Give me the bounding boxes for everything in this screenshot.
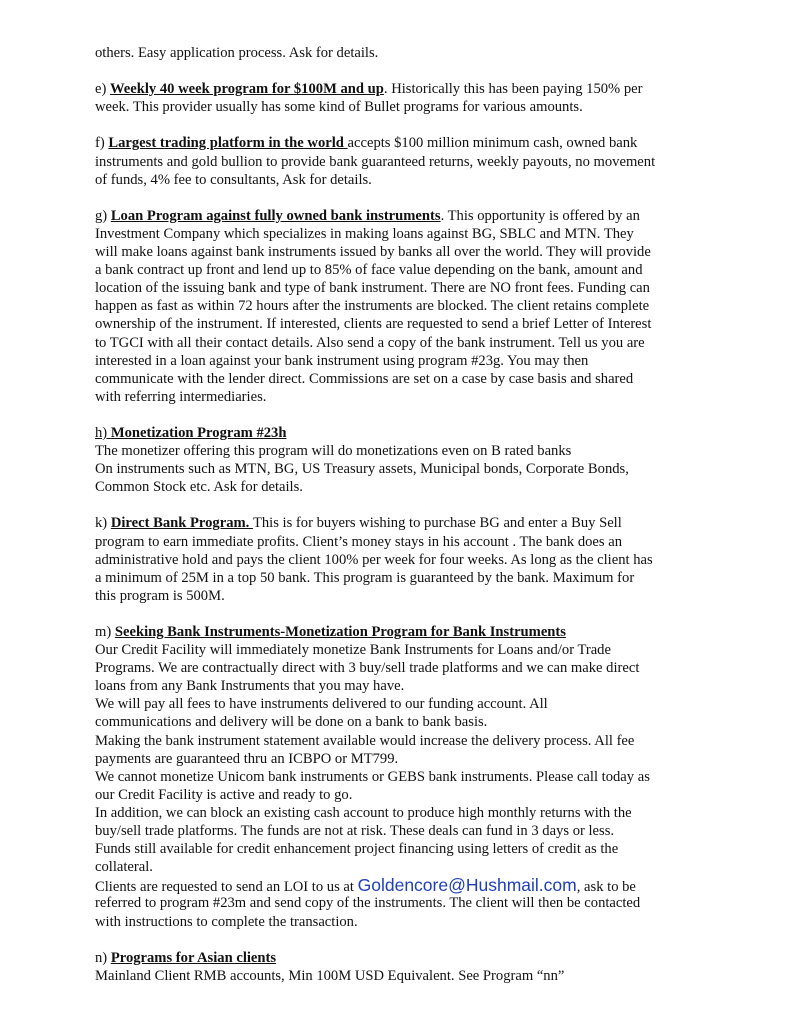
paragraph-gap <box>95 406 710 424</box>
item-k-line-1 <box>95 514 710 532</box>
item-m-line: Making the bank instrument statement available would increase the delivery process. All fee <box>95 732 635 749</box>
item-h-title: Monetization Program #23h <box>110 424 287 441</box>
intro-line: others. Easy application process. Ask for details. <box>95 45 379 61</box>
item-h-line: Common Stock etc. Ask for details. <box>95 479 303 496</box>
item-f-title: Largest trading platform in the world <box>108 135 348 152</box>
item-n-prefix: n) <box>95 949 111 966</box>
item-g-line: ownership of the instrument. If interested, clients are requested to send a brief Letter of Interest <box>95 316 652 333</box>
item-f-text: accepts $100 million minimum cash, owned bank <box>347 135 638 152</box>
item-n-line-2: Mainland Client RMB accounts, Min 100M USD Equivalent. See Program “nn” <box>95 967 565 984</box>
paragraph-gap <box>95 605 710 623</box>
item-m-title: Seeking Bank Instruments-Monetization Program for Bank Instruments <box>114 624 566 640</box>
item-m-line: collateral. <box>95 859 153 876</box>
item-g-line: interested in a loan against your bank instrument using program #23g. You may then <box>95 352 589 369</box>
item-e-prefix: e) <box>95 81 110 98</box>
item-m-line: We will pay all fees to have instruments delivered to our funding account. All <box>95 696 548 713</box>
item-m-line: Programs. We are contractually direct with 3 buy/sell trade platforms and we can make direct <box>95 660 640 677</box>
item-m-line: payments are guaranteed thru an ICBPO or MT799. <box>95 750 399 767</box>
item-g-line: will make loans against bank instruments issued by banks all over the world. They will provide <box>95 244 651 261</box>
item-g-title: Loan Program against fully owned bank instruments <box>110 207 441 224</box>
item-m-email-line <box>95 876 710 894</box>
item-k-line: program to earn immediate profits. Client’s money stays in his account . The bank does an <box>95 533 623 550</box>
item-n-title: Programs for Asian clients <box>110 949 277 966</box>
item-g-line: a bank contract up front and lend up to 85% of face value depending on the bank, amount and <box>95 262 643 279</box>
item-m-line: Funds still available for credit enhancement project financing using letters of credit as the <box>95 841 619 858</box>
email-link[interactable]: Goldencore@Hushmail.com <box>357 875 577 896</box>
item-g-line: location of the issuing bank and type of bank instrument. There are NO front fees. Funding can <box>95 280 650 297</box>
document-page <box>95 44 710 985</box>
item-m-line: We cannot monetize Unicom bank instruments or GEBS bank instruments. Please call today as <box>95 768 650 785</box>
paragraph-gap <box>95 189 710 207</box>
item-k-line: administrative hold and pays the client 100% per week for four weeks. As long as the client has <box>95 551 653 568</box>
item-m-line: our Credit Facility is active and ready to go. <box>95 786 353 803</box>
item-m-line: referred to program #23m and send copy of the instruments. The client will then be contacted <box>95 895 641 912</box>
item-e-text: . Historically this has been paying 150% per <box>383 81 643 98</box>
paragraph-gap <box>95 496 710 514</box>
item-k-prefix: k) <box>95 515 111 532</box>
item-m-prefix: m) <box>95 624 115 640</box>
item-k-line: this program is 500M. <box>95 587 225 604</box>
item-g-line: with referring intermediaries. <box>95 388 267 405</box>
item-m-line: In addition, we can block an existing cash account to produce high monthly returns with the <box>95 804 632 821</box>
item-e-line-1 <box>95 80 710 98</box>
item-f-line-1 <box>95 134 710 152</box>
item-f-line-3: of funds, 4% fee to consultants, Ask for details. <box>95 171 372 188</box>
item-h-line: The monetizer offering this program will do monetizations even on B rated banks <box>95 443 572 460</box>
item-k-title: Direct Bank Program. <box>110 515 253 532</box>
paragraph-gap <box>95 62 710 80</box>
item-m-line-1 <box>95 623 710 641</box>
paragraph-gap <box>95 931 710 949</box>
item-g-line: Investment Company which specializes in making loans against BG, SBLC and MTN. They <box>95 225 634 242</box>
item-g-line: communicate with the lender direct. Commissions are set on a case by case basis and shared <box>95 370 634 387</box>
item-f-line-2: instruments and gold bullion to provide bank guaranteed returns, weekly payouts, no movement <box>95 153 656 170</box>
item-h-line: On instruments such as MTN, BG, US Treasury assets, Municipal bonds, Corporate Bonds, <box>95 461 629 478</box>
item-f-prefix: f) <box>95 135 109 152</box>
item-e-line-2: week. This provider usually has some kind of Bullet programs for various amounts. <box>95 99 583 116</box>
item-m-line: communications and delivery will be done on a bank to bank basis. <box>95 714 488 731</box>
item-k-line: a minimum of 25M in a top 50 bank. This program is guaranteed by the bank. Maximum for <box>95 569 635 586</box>
item-g-text: . This opportunity is offered by an <box>440 207 640 224</box>
item-e-title: Weekly 40 week program for $100M and up <box>110 81 384 98</box>
item-h-line-1 <box>95 424 710 442</box>
item-n-line-1 <box>95 949 710 967</box>
item-m-line: Our Credit Facility will immediately monetize Bank Instruments for Loans and/or Trade <box>95 642 611 659</box>
item-m-line: buy/sell trade platforms. The funds are not at risk. These deals can fund in 3 days or less. <box>95 823 615 840</box>
item-g-line-1 <box>95 207 710 225</box>
item-k-text: This is for buyers wishing to purchase BG and enter a Buy Sell <box>252 515 622 532</box>
item-g-line: to TGCI with all their contact details. Also send a copy of the bank instrument. Tell us you are <box>95 334 645 351</box>
item-m-line: loans from any Bank Instruments that you may have. <box>95 678 405 695</box>
item-m-email-post: , ask to be <box>576 879 636 896</box>
item-m-email-pre: Clients are requested to send an LOI to us at <box>95 879 358 896</box>
item-h-prefix: h) <box>95 424 111 441</box>
item-g-line: happen as fast as within 72 hours after the instruments are blocked. The client retains complete <box>95 298 650 315</box>
item-m-line: with instructions to complete the transaction. <box>95 913 358 930</box>
item-g-prefix: g) <box>95 207 111 224</box>
paragraph-gap <box>95 116 710 134</box>
